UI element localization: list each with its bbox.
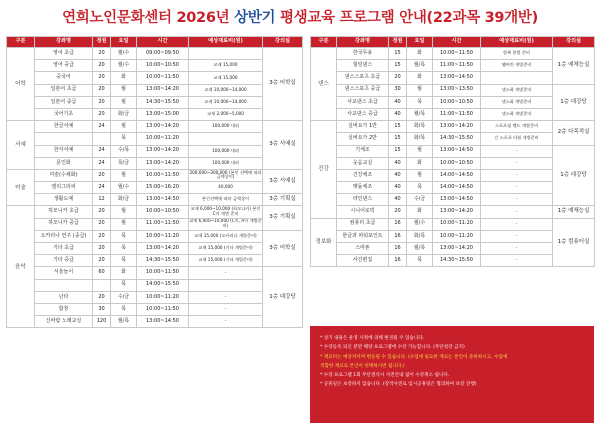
column-header: 강의실 [553, 37, 595, 48]
time-range: 13:00~13:50 [433, 84, 481, 96]
table-row [7, 121, 303, 133]
time-range: 10:00~10:50 [137, 206, 189, 218]
time-range: 13:00~14:20 [137, 243, 189, 255]
material-cost [189, 133, 263, 145]
material-cost: 100,000 내외 [189, 121, 263, 133]
time-range: 10:00~11:50 [137, 169, 189, 181]
table-row [311, 133, 595, 145]
table-row [7, 218, 303, 230]
table-row [7, 72, 303, 84]
classroom: 3층 서예실 [263, 169, 303, 193]
table-row [7, 145, 303, 157]
course-name: 건강체조 [337, 169, 389, 181]
time-range: 13:00~14:50 [137, 316, 189, 328]
weekday: 목 [407, 96, 433, 108]
weekday: 수/금 [111, 291, 137, 303]
right-schedule-table [310, 36, 595, 267]
material-cost: 교재 15,000 [189, 72, 263, 84]
capacity: 20 [93, 84, 111, 96]
course-name: 국어기초 [35, 108, 93, 120]
course-name: 컴퓨터 초급 [337, 218, 389, 230]
material-cost: 한복 한벌 준비 [481, 48, 553, 60]
time-range: 10:00~11:50 [433, 48, 481, 60]
material-cost [189, 279, 263, 291]
capacity: 20 [93, 96, 111, 108]
time-range: 15:00~16:20 [137, 182, 189, 194]
material-cost: - [481, 255, 553, 267]
classroom: 3층 어학실 [263, 230, 303, 267]
weekday: 목 [111, 243, 137, 255]
column-header: 강좌명 [35, 37, 93, 48]
course-name: 한글서예 [35, 121, 93, 133]
table-row [7, 108, 303, 120]
course-name: 실버요가 1반 [337, 121, 389, 133]
capacity: 20 [389, 72, 407, 84]
course-name: 한자서예 [35, 145, 93, 157]
time-range: 11:00~11:50 [137, 218, 189, 230]
material-cost: 교재 15,000 (오카리나 개별준비) [189, 230, 263, 242]
column-header: 예상재료비(원) [481, 37, 553, 48]
weekday: 화/금 [111, 108, 137, 120]
table-row [7, 291, 303, 303]
time-range: 13:00~14:50 [137, 194, 189, 206]
course-name: 라인댄스 [337, 194, 389, 206]
capacity: 24 [93, 157, 111, 169]
capacity: 16 [389, 218, 407, 230]
time-range: 13:00~15:00 [137, 108, 189, 120]
column-header: 구분 [7, 37, 35, 48]
material-cost: 40,000 [189, 182, 263, 194]
course-name: 미술(수채화) [35, 169, 93, 181]
capacity: 20 [93, 60, 111, 72]
time-range: 10:00~10:50 [433, 157, 481, 169]
course-name: 영어 초급 [35, 48, 93, 60]
weekday: 목 [111, 303, 137, 315]
capacity: 30 [389, 84, 407, 96]
table-row [311, 108, 595, 120]
course-name: 웃음교실 [337, 157, 389, 169]
weekday: 월/수 [111, 182, 137, 194]
capacity: 60 [93, 267, 111, 279]
column-header: 강좌명 [337, 37, 389, 48]
weekday: 월/수 [407, 218, 433, 230]
course-name: 하모니카 초급 [35, 206, 93, 218]
column-header: 예상재료비(원) [189, 37, 263, 48]
category-cell: 댄스 [311, 48, 337, 121]
weekday: 월/목 [111, 316, 137, 328]
capacity: 20 [389, 206, 407, 218]
table-row [7, 243, 303, 255]
weekday: 월/목 [407, 60, 433, 72]
capacity: 15 [389, 121, 407, 133]
material-cost: 교재 15,000 (기타 개별준비) [189, 243, 263, 255]
category-cell: 정보화 [311, 218, 337, 267]
time-range: 09:00~09:50 [137, 48, 189, 60]
course-name: 한국무용 [337, 48, 389, 60]
capacity: 16 [389, 243, 407, 255]
material-cost: - [481, 169, 553, 181]
material-cost: 댄스화 개별준비 [481, 96, 553, 108]
weekday: 화 [111, 72, 137, 84]
material-cost: 교재 10,000~14,000 [189, 96, 263, 108]
capacity: 12 [93, 194, 111, 206]
material-cost: 본인선택에 따라 금액상이 [189, 194, 263, 206]
page-title [0, 6, 600, 30]
capacity: 15 [389, 48, 407, 60]
time-range: 13:00~14:20 [137, 84, 189, 96]
classroom: 3층 기획실 [263, 194, 303, 206]
title-part1: 연희노인문화센터 2026년 [62, 10, 235, 26]
table-row [7, 303, 303, 315]
material-cost: 200,000~300,000 (본인 선택에 따라 금액상이) [189, 169, 263, 181]
capacity: 20 [93, 206, 111, 218]
material-cost: - [481, 230, 553, 242]
course-name: 스마폰 [337, 243, 389, 255]
time-range: 10:00~10:50 [137, 60, 189, 72]
weekday: 화/목 [407, 230, 433, 242]
time-range: 11:00~11:50 [433, 60, 481, 72]
table-row [311, 194, 595, 206]
weekday: 월 [111, 206, 137, 218]
material-cost: - [481, 194, 553, 206]
table-row [311, 84, 595, 96]
weekday: 월 [111, 96, 137, 108]
note-line: * 재료비는 예상치이며 변동될 수 있습니다. (수업에 필요한 재료는 본인이 준비하시고, 수업에 [320, 354, 508, 360]
table-row [311, 182, 595, 194]
category-cell: 건강 [311, 121, 337, 219]
time-range: 10:00~11:20 [137, 230, 189, 242]
course-name: 사진편집 [337, 255, 389, 267]
classroom: 1층 대강당 [263, 267, 303, 328]
weekday: 화 [407, 72, 433, 84]
weekday: 화/목 [407, 121, 433, 133]
time-range: 14:30~15:50 [137, 96, 189, 108]
material-cost: 댄스화 개별준비 [481, 84, 553, 96]
table-row [7, 48, 303, 60]
course-name: 한글과 파워포인트 [337, 230, 389, 242]
time-range: 13:00~14:20 [433, 121, 481, 133]
capacity: 15 [389, 133, 407, 145]
course-name: 합창 [35, 303, 93, 315]
course-name: 캘리그라피 [35, 182, 93, 194]
material-cost: - [481, 145, 553, 157]
column-header: 정원 [93, 37, 111, 48]
column-header: 요일 [111, 37, 137, 48]
weekday: 월 [111, 218, 137, 230]
capacity [93, 279, 111, 291]
time-range: 14:30~15:50 [433, 133, 481, 145]
capacity: 20 [93, 230, 111, 242]
material-cost: 긴 스포츠 타월 개별준비 [481, 133, 553, 145]
capacity: 20 [93, 108, 111, 120]
material-cost [189, 48, 263, 60]
course-name: 힐링댄스 [337, 60, 389, 72]
note-line: * 상기 내용은 운영 사정에 의해 변경될 수 있습니다. [320, 336, 425, 341]
table-row [311, 48, 595, 60]
table-row [311, 60, 595, 72]
time-range: 14:00~15:50 [137, 279, 189, 291]
material-cost: 스포츠짐 밴드 개별준비 [481, 121, 553, 133]
weekday: 목 [111, 255, 137, 267]
time-range: 10:00~11:20 [433, 230, 481, 242]
time-range: 10:00~11:20 [137, 291, 189, 303]
classroom: 1층 대강당 [553, 84, 595, 121]
note-line: * 수강등록 되신 분만 해당 프로그램에 수강 가능합니다. (무단청강 금지) [320, 345, 465, 351]
time-range: 14:00~14:50 [433, 169, 481, 181]
table-row [311, 145, 595, 157]
table-row [311, 169, 595, 181]
weekday: 월 [407, 84, 433, 96]
left-schedule-table [6, 36, 303, 328]
capacity: 30 [93, 303, 111, 315]
note-line: * 공휴일은 보강하지 않습니다. (강작사전로 임시공휴일은 협의하여 보강 진행) [320, 382, 477, 388]
capacity: 20 [93, 72, 111, 84]
time-range: 14:30~15:50 [137, 255, 189, 267]
capacity: 40 [389, 157, 407, 169]
material-cost: 교재 2,000~5,000 [189, 108, 263, 120]
table-row [7, 230, 303, 242]
weekday: 월 [407, 145, 433, 157]
capacity: 15 [389, 60, 407, 72]
weekday: 목 [111, 230, 137, 242]
classroom: 2층 다목적실 [553, 121, 595, 145]
capacity: 20 [93, 255, 111, 267]
table-row [311, 255, 595, 267]
notes-box [310, 326, 594, 423]
capacity: 40 [389, 182, 407, 194]
table-row [7, 316, 303, 328]
time-range: 10:00~11:50 [137, 72, 189, 84]
course-name: 시니어로빅 [337, 206, 389, 218]
capacity: 20 [93, 169, 111, 181]
column-header: 요일 [407, 37, 433, 48]
weekday: 목 [407, 255, 433, 267]
course-name: 생활도예 [35, 194, 93, 206]
material-cost: 100,000 내외 [189, 145, 263, 157]
course-name: 댄스스포츠 초급 [337, 72, 389, 84]
capacity [93, 133, 111, 145]
table-row [7, 182, 303, 194]
capacity: 20 [93, 218, 111, 230]
weekday: 월 [407, 169, 433, 181]
course-name: 난타 [35, 291, 93, 303]
category-cell: 미술 [7, 169, 35, 206]
material-cost: 교재 6,000~10,000 (C키, A키 개별준비) [189, 218, 263, 230]
material-cost: - [189, 316, 263, 328]
course-name: 사교댄스 중급 [337, 108, 389, 120]
time-range: 13:00~14:50 [433, 194, 481, 206]
material-cost: 교재 15,000 [189, 60, 263, 72]
capacity: 16 [389, 255, 407, 267]
table-row [7, 267, 303, 279]
table-row [311, 218, 595, 230]
capacity: 40 [389, 108, 407, 120]
time-range: 13:00~14:20 [137, 157, 189, 169]
classroom: 3층 어학실 [263, 48, 303, 121]
material-cost: - [481, 206, 553, 218]
capacity: 20 [93, 243, 111, 255]
weekday: 월 [111, 84, 137, 96]
material-cost: 100,000 내외 [189, 157, 263, 169]
table-row [7, 157, 303, 169]
time-range: 13:00~14:50 [433, 72, 481, 84]
table-row [311, 230, 595, 242]
course-name: 일본어 중급 [35, 96, 93, 108]
material-cost: 교재 6,000~10,000 (하모니카) 본인 C키 개별 준비 [189, 206, 263, 218]
course-name: 기타 초급 [35, 243, 93, 255]
time-range: 13:00~14:20 [137, 145, 189, 157]
course-name: 중국어 [35, 72, 93, 84]
table-row [311, 206, 595, 218]
weekday: 월/수 [111, 60, 137, 72]
course-name: 댄스스포츠 중급 [337, 84, 389, 96]
table-row [7, 133, 303, 145]
course-name: 서울놀이 [35, 267, 93, 279]
weekday: 수/목 [111, 145, 137, 157]
course-name [35, 133, 93, 145]
weekday: 월/목 [407, 108, 433, 120]
column-header: 정원 [389, 37, 407, 48]
table-row [7, 206, 303, 218]
course-name: 신바람 노래교실 [35, 316, 93, 328]
table-row [7, 84, 303, 96]
material-cost: - [481, 157, 553, 169]
weekday: 화 [111, 267, 137, 279]
weekday: 수/금 [407, 194, 433, 206]
material-cost: - [189, 303, 263, 315]
capacity: 40 [389, 194, 407, 206]
category-cell: 서예 [7, 121, 35, 170]
material-cost: - [481, 182, 553, 194]
material-cost: - [481, 243, 553, 255]
weekday: 목/금 [111, 157, 137, 169]
course-name: 맷돌체조 [337, 182, 389, 194]
capacity: 16 [389, 230, 407, 242]
course-name: 사교댄스 초급 [337, 96, 389, 108]
time-range: 11:00~11:50 [433, 108, 481, 120]
capacity: 120 [93, 316, 111, 328]
classroom: 1층 예체능실 [553, 48, 595, 85]
capacity: 24 [93, 182, 111, 194]
material-cost: 교재 10,000~14,000 [189, 84, 263, 96]
table-row [7, 279, 303, 291]
weekday: 월/수 [111, 48, 137, 60]
weekday: 목 [111, 279, 137, 291]
material-cost: 교재 15,000 (기타 개별준비) [189, 255, 263, 267]
course-name: 기타 중급 [35, 255, 93, 267]
material-cost [481, 72, 553, 84]
capacity: 20 [93, 48, 111, 60]
time-range: 13:00~14:20 [433, 243, 481, 255]
weekday: 월 [111, 169, 137, 181]
course-name: 하모니카 중급 [35, 218, 93, 230]
table-row [7, 194, 303, 206]
time-range: 10:00~11:20 [433, 218, 481, 230]
weekday: 월 [111, 121, 137, 133]
weekday: 화 [407, 206, 433, 218]
column-header: 구분 [311, 37, 337, 48]
capacity: 24 [93, 121, 111, 133]
column-header: 강의실 [263, 37, 303, 48]
course-name: 문인화 [35, 157, 93, 169]
course-name: 실버요가 2반 [337, 133, 389, 145]
course-name: 오카리나 연주 (중급) [35, 230, 93, 242]
note-line: * 수강 프로그램 1회 무단결석시 사전안내 없이 수강취소 됩니다. [320, 373, 450, 379]
capacity: 20 [93, 291, 111, 303]
course-name: 일본어 초급 [35, 84, 93, 96]
table-row [7, 169, 303, 181]
capacity: 40 [389, 169, 407, 181]
time-range: 13:00~14:50 [433, 145, 481, 157]
table-row [311, 157, 595, 169]
weekday: 화/목 [407, 133, 433, 145]
category-cell: 음악 [7, 206, 35, 328]
time-range: 14:00~14:50 [433, 182, 481, 194]
time-range: 10:00~11:50 [137, 303, 189, 315]
material-cost: 댄스화 개별준비 [481, 108, 553, 120]
weekday: 목 [407, 182, 433, 194]
title-part4: 프로그램 안내(22과목 39개반) [339, 10, 538, 26]
classroom: 1층 컴퓨터실 [553, 218, 595, 267]
time-range: 10:00~11:50 [137, 267, 189, 279]
time-range: 14:30~15:50 [433, 255, 481, 267]
classroom: 3층 기획실 [263, 206, 303, 230]
weekday: 화/금 [111, 194, 137, 206]
time-range: 13:00~14:20 [433, 206, 481, 218]
time-range: 10:00~10:50 [433, 96, 481, 108]
note-line: 적합한 재료로 본인이 선택하시면 됩니다.) [320, 363, 405, 369]
material-cost: 탬버린 개별준비 [481, 60, 553, 72]
course-name [35, 279, 93, 291]
classroom: 1층 예체능실 [553, 206, 595, 218]
column-header: 시간 [433, 37, 481, 48]
weekday: 월/목 [407, 243, 433, 255]
capacity: 15 [389, 145, 407, 157]
material-cost: - [189, 267, 263, 279]
table-row [311, 72, 595, 84]
weekday: 화 [407, 48, 433, 60]
category-cell: 어학 [7, 48, 35, 121]
material-cost: - [481, 218, 553, 230]
weekday: 목 [111, 133, 137, 145]
table-row [7, 255, 303, 267]
table-row [7, 60, 303, 72]
table-row [311, 121, 595, 133]
classroom: 3층 서예실 [263, 121, 303, 170]
weekday: 화 [407, 157, 433, 169]
table-row [311, 96, 595, 108]
classroom: 1층 대강당 [553, 145, 595, 206]
course-name: 기체조 [337, 145, 389, 157]
capacity: 40 [389, 96, 407, 108]
time-range: 10:00~11:20 [137, 133, 189, 145]
title-part2: 상반기 [234, 10, 276, 26]
table-row [311, 243, 595, 255]
title-part3: 평생교육 [275, 10, 340, 26]
table-row [7, 96, 303, 108]
course-name: 영어 중급 [35, 60, 93, 72]
material-cost: - [189, 291, 263, 303]
time-range: 13:00~14:20 [137, 121, 189, 133]
capacity: 24 [93, 145, 111, 157]
column-header: 시간 [137, 37, 189, 48]
